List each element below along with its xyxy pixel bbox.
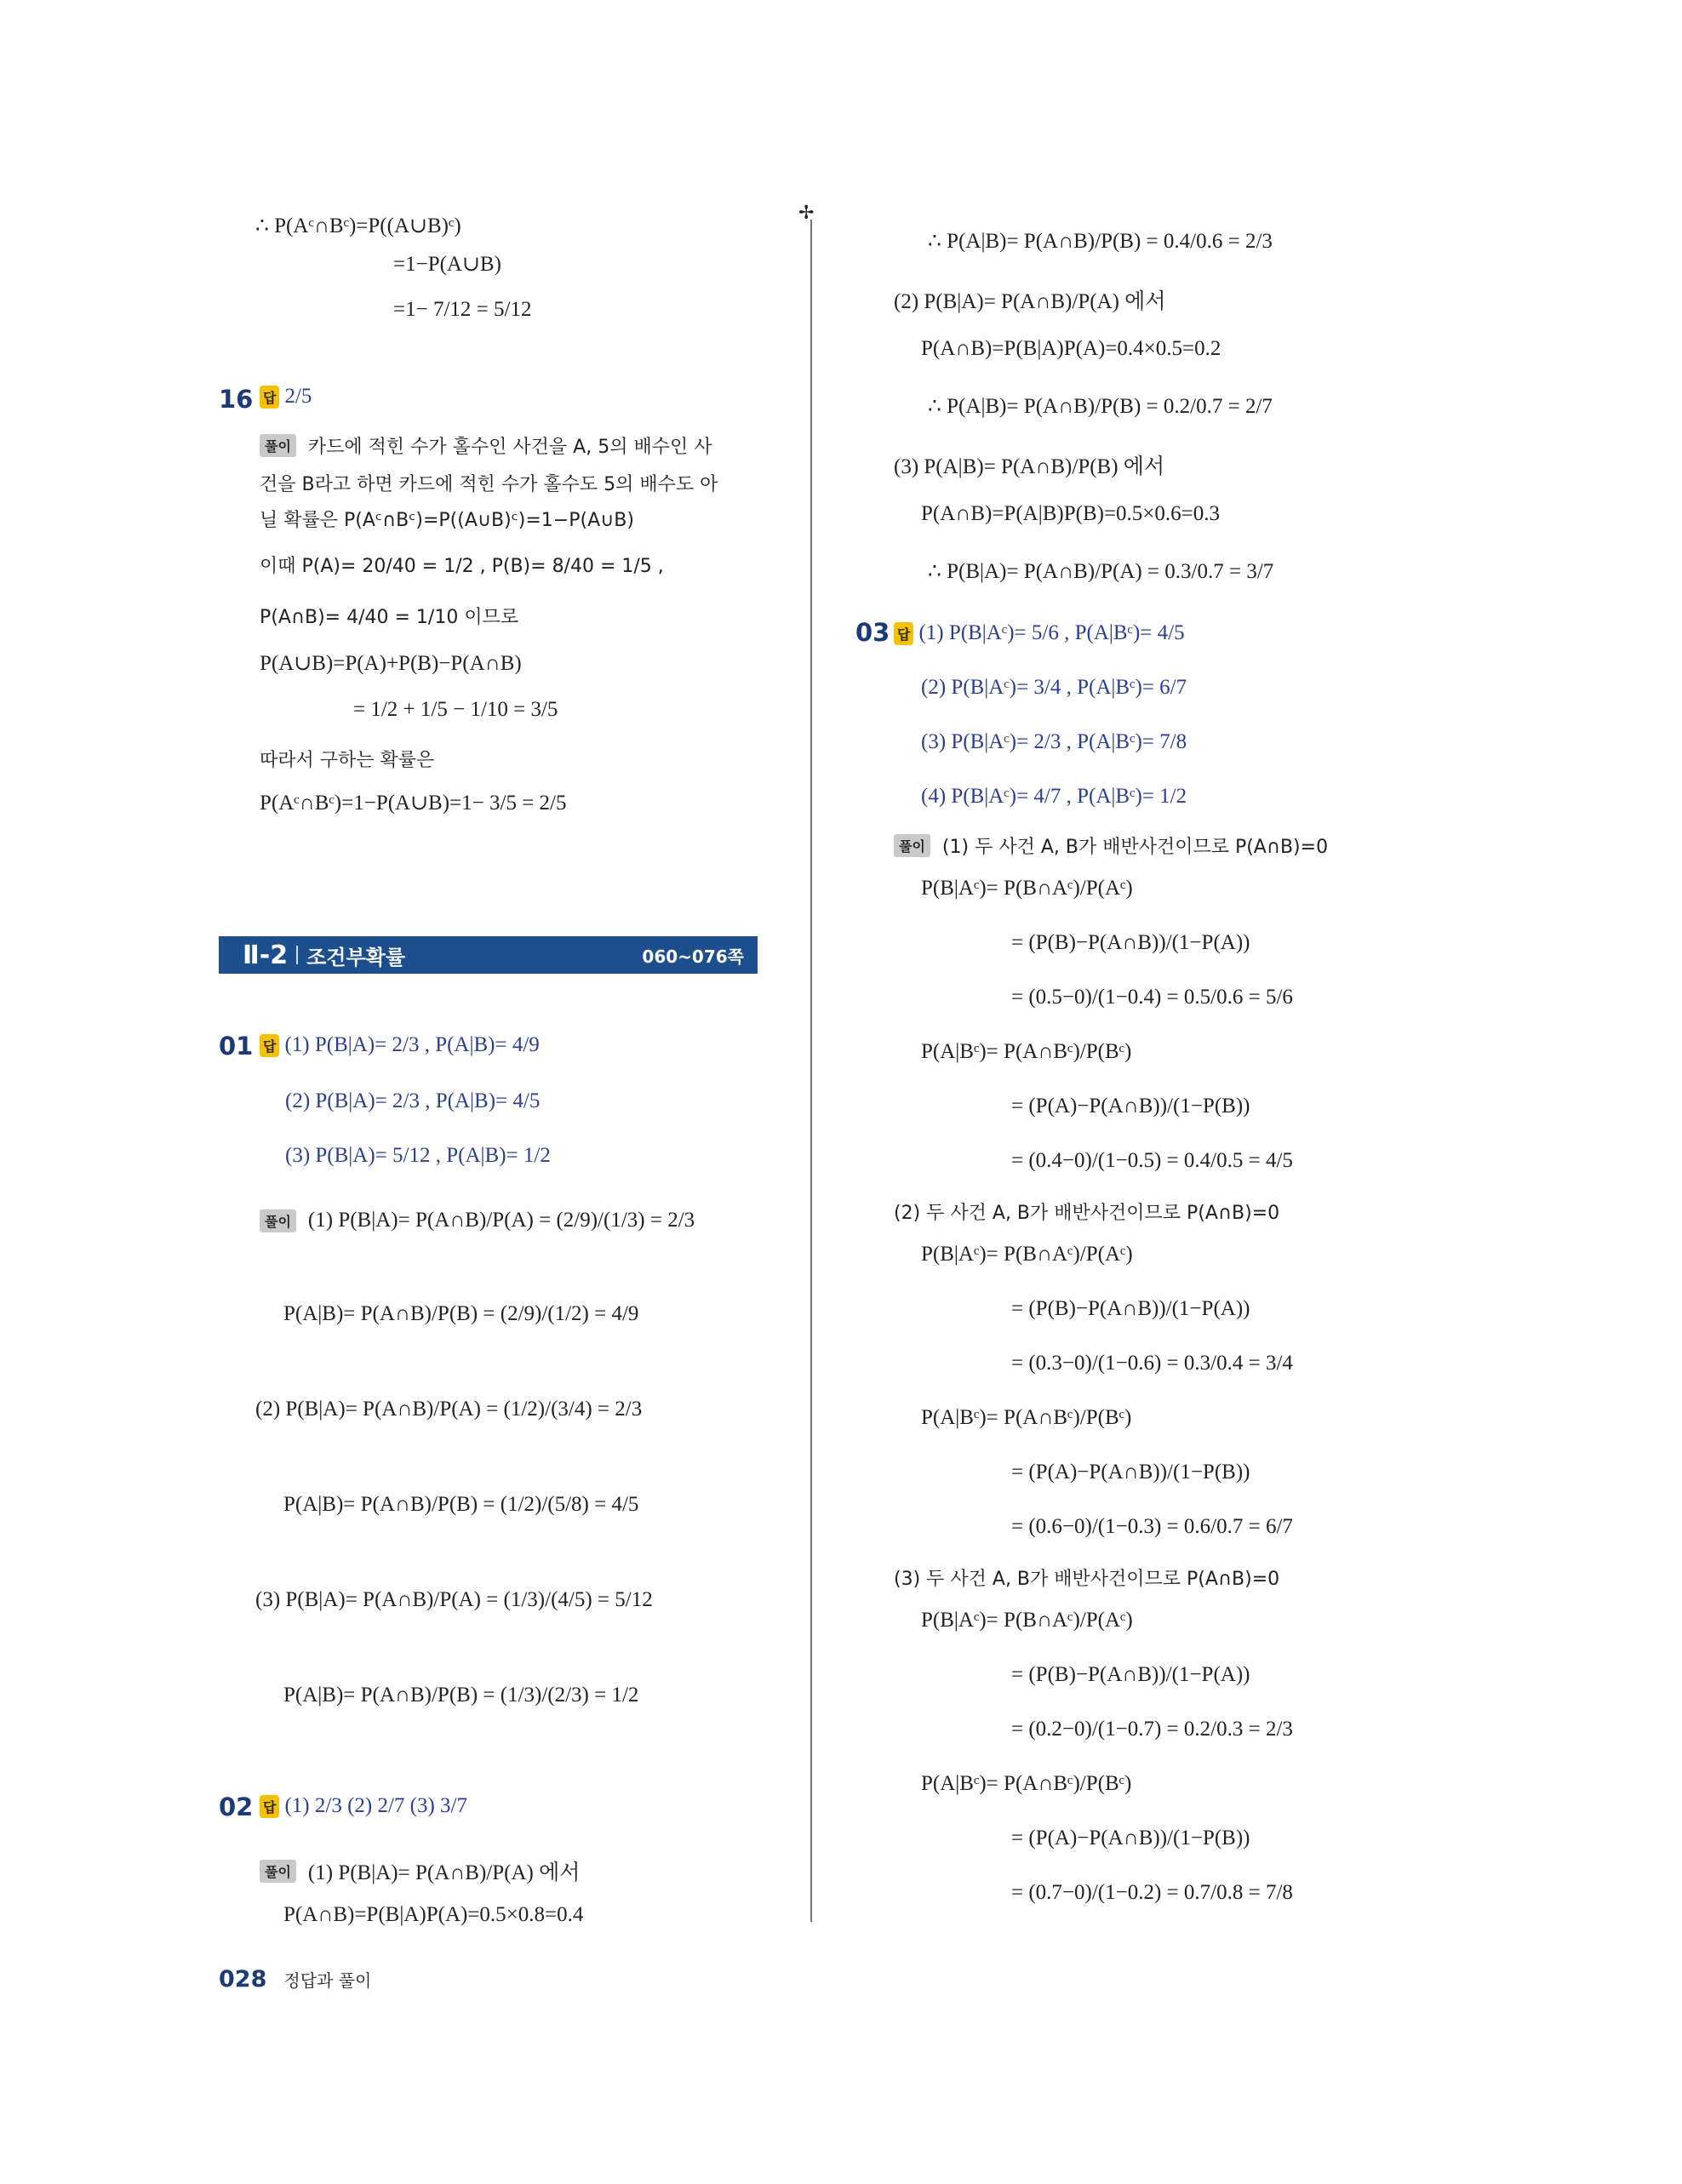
solution-badge: 풀이	[260, 1209, 296, 1232]
math-line: (1) P(B|A)= P(A∩B)/P(A) 에서	[307, 1861, 581, 1884]
solution-text: P(A∩B)= 4/40 = 1/10 이므로	[260, 607, 519, 628]
answer-value: (1) 2/3 (2) 2/7 (3) 3/7	[284, 1794, 468, 1817]
answer-value: 2/5	[284, 385, 312, 408]
math-line: P(A|Bᶜ)= P(A∩Bᶜ)/P(Bᶜ)	[921, 1772, 1132, 1795]
solution-text: (1) 두 사건 A, B가 배반사건이므로 P(A∩B)=0	[941, 837, 1329, 858]
answer-badge: 답	[894, 622, 913, 645]
math-line: =1− 7/12 = 5/12	[393, 298, 532, 321]
math-line: P(A∪B)=P(A)+P(B)−P(A∩B)	[260, 652, 522, 675]
solution-text: 카드에 적힌 수가 홀수인 사건을 A, 5의 배수인 사	[307, 437, 712, 458]
math-line: P(Aᶜ∩Bᶜ)=1−P(A∪B)=1− 3/5 = 2/5	[260, 792, 567, 815]
math-line: (2) P(B|A)= P(A∩B)/P(A) = (1/2)/(3/4) = 2/3	[255, 1398, 643, 1421]
page-footer	[219, 1966, 371, 1992]
math-line: ∴ P(Aᶜ∩Bᶜ)=P((A∪B)ᶜ)	[255, 214, 461, 237]
section-title: 조건부확률	[306, 945, 406, 969]
answer-row	[260, 385, 312, 409]
math-line: = (P(A)−P(A∩B))/(1−P(B))	[1011, 1827, 1250, 1850]
math-line: = (P(B)−P(A∩B))/(1−P(A))	[1011, 931, 1250, 954]
solution-badge: 풀이	[260, 1860, 296, 1883]
math-line: P(B|Aᶜ)= P(B∩Aᶜ)/P(Aᶜ)	[921, 1609, 1133, 1632]
math-line: P(B|Aᶜ)= P(B∩Aᶜ)/P(Aᶜ)	[921, 1243, 1133, 1266]
math-line: P(A|B)= P(A∩B)/P(B) = (1/2)/(5/8) = 4/5	[283, 1493, 639, 1516]
math-line: P(A|B)= P(A∩B)/P(B) = (2/9)/(1/2) = 4/9	[283, 1302, 639, 1325]
math-line: (2) P(B|A)= P(A∩B)/P(A) 에서	[894, 290, 1166, 313]
section-banner	[219, 936, 758, 974]
answer-badge: 답	[260, 1034, 279, 1057]
math-line: P(A∩B)=P(B|A)P(A)=0.4×0.5=0.2	[921, 337, 1221, 360]
math-line: = (0.6−0)/(1−0.3) = 0.6/0.7 = 6/7	[1011, 1515, 1293, 1538]
math-line: P(A|Bᶜ)= P(A∩Bᶜ)/P(Bᶜ)	[921, 1040, 1132, 1063]
section-pages: 060~076쪽	[642, 946, 744, 967]
answer-value: (4) P(B|Aᶜ)= 4/7 , P(A|Bᶜ)= 1/2	[921, 785, 1187, 808]
solution-text: 따라서 구하는 확률은	[260, 750, 435, 771]
answer-value: (1) P(B|A)= 2/3 , P(A|B)= 4/9	[284, 1033, 540, 1056]
math-line: = (P(B)−P(A∩B))/(1−P(A))	[1011, 1663, 1250, 1686]
math-line: = (0.4−0)/(1−0.5) = 0.4/0.5 = 4/5	[1011, 1149, 1293, 1172]
banner-divider	[296, 946, 298, 964]
solution-row	[260, 1855, 580, 1886]
answer-row	[260, 1033, 540, 1057]
solution-text: 닐 확률은 P(Aᶜ∩Bᶜ)=P((A∪B)ᶜ)=1−P(A∪B)	[260, 510, 634, 531]
math-line: (3) P(B|A)= P(A∩B)/P(A) = (1/3)/(4/5) = 5/12	[255, 1588, 653, 1611]
math-line: = (0.2−0)/(1−0.7) = 0.2/0.3 = 2/3	[1011, 1718, 1293, 1741]
solution-row	[894, 832, 1328, 859]
divider-ornament: ✢	[798, 203, 815, 224]
answer-row	[260, 1794, 467, 1818]
math-line: = (0.5−0)/(1−0.4) = 0.5/0.6 = 5/6	[1011, 986, 1293, 1009]
math-line: (3) P(A|B)= P(A∩B)/P(B) 에서	[894, 455, 1165, 478]
solution-text: 건을 B라고 하면 카드에 적힌 수가 홀수도 5의 배수도 아	[260, 474, 718, 495]
math-line: P(A∩B)=P(B|A)P(A)=0.5×0.8=0.4	[283, 1903, 584, 1926]
math-line: = (P(A)−P(A∩B))/(1−P(B))	[1011, 1461, 1250, 1484]
answer-badge: 답	[260, 1795, 279, 1818]
math-line: P(A|B)= P(A∩B)/P(B) = (1/3)/(2/3) = 1/2	[283, 1684, 639, 1707]
math-line: =1−P(A∪B)	[393, 253, 501, 276]
page-number: 028	[219, 1966, 267, 1992]
math-line: = (P(B)−P(A∩B))/(1−P(A))	[1011, 1297, 1250, 1320]
math-line: P(A|Bᶜ)= P(A∩Bᶜ)/P(Bᶜ)	[921, 1406, 1132, 1429]
answer-value: (2) P(B|Aᶜ)= 3/4 , P(A|Bᶜ)= 6/7	[921, 676, 1187, 699]
solution-text: (2) 두 사건 A, B가 배반사건이므로 P(A∩B)=0	[894, 1203, 1280, 1224]
answer-value: (2) P(B|A)= 2/3 , P(A|B)= 4/5	[285, 1089, 541, 1112]
math-line: = (0.7−0)/(1−0.2) = 0.7/0.8 = 7/8	[1011, 1881, 1293, 1904]
math-line: = 1/2 + 1/5 − 1/10 = 3/5	[353, 698, 558, 721]
answer-badge: 답	[260, 386, 279, 409]
solution-text: 이때 P(A)= 20/40 = 1/2 , P(B)= 8/40 = 1/5 ,	[260, 556, 664, 577]
solution-badge: 풀이	[260, 434, 296, 457]
solution-row	[260, 432, 712, 459]
math-line: = (P(A)−P(A∩B))/(1−P(B))	[1011, 1095, 1250, 1118]
question-number: 16	[219, 385, 254, 414]
question-number: 01	[219, 1032, 254, 1061]
math-line: ∴ P(A|B)= P(A∩B)/P(B) = 0.4/0.6 = 2/3	[928, 230, 1273, 253]
math-line: = (0.3−0)/(1−0.6) = 0.3/0.4 = 3/4	[1011, 1352, 1293, 1375]
question-number: 03	[855, 618, 890, 647]
column-divider	[810, 220, 812, 1922]
math-line: P(A∩B)=P(A|B)P(B)=0.5×0.6=0.3	[921, 502, 1221, 525]
math-line: P(B|Aᶜ)= P(B∩Aᶜ)/P(Aᶜ)	[921, 877, 1133, 900]
math-line: (1) P(B|A)= P(A∩B)/P(A) = (2/9)/(1/3) = 2/3	[307, 1209, 695, 1232]
solution-row	[260, 1209, 695, 1232]
question-number: 02	[219, 1792, 254, 1821]
answer-value: (3) P(B|Aᶜ)= 2/3 , P(A|Bᶜ)= 7/8	[921, 730, 1187, 753]
footer-label: 정답과 풀이	[283, 1970, 372, 1991]
solution-badge: 풀이	[894, 834, 930, 857]
answer-row	[894, 621, 1185, 645]
solution-text: (3) 두 사건 A, B가 배반사건이므로 P(A∩B)=0	[894, 1569, 1280, 1590]
math-line: ∴ P(A|B)= P(A∩B)/P(B) = 0.2/0.7 = 2/7	[928, 395, 1273, 418]
math-line: ∴ P(B|A)= P(A∩B)/P(A) = 0.3/0.7 = 3/7	[928, 560, 1274, 583]
answer-value: (1) P(B|Aᶜ)= 5/6 , P(A|Bᶜ)= 4/5	[918, 621, 1185, 644]
section-code: Ⅱ-2	[243, 940, 289, 970]
answer-value: (3) P(B|A)= 5/12 , P(A|B)= 1/2	[285, 1144, 551, 1167]
